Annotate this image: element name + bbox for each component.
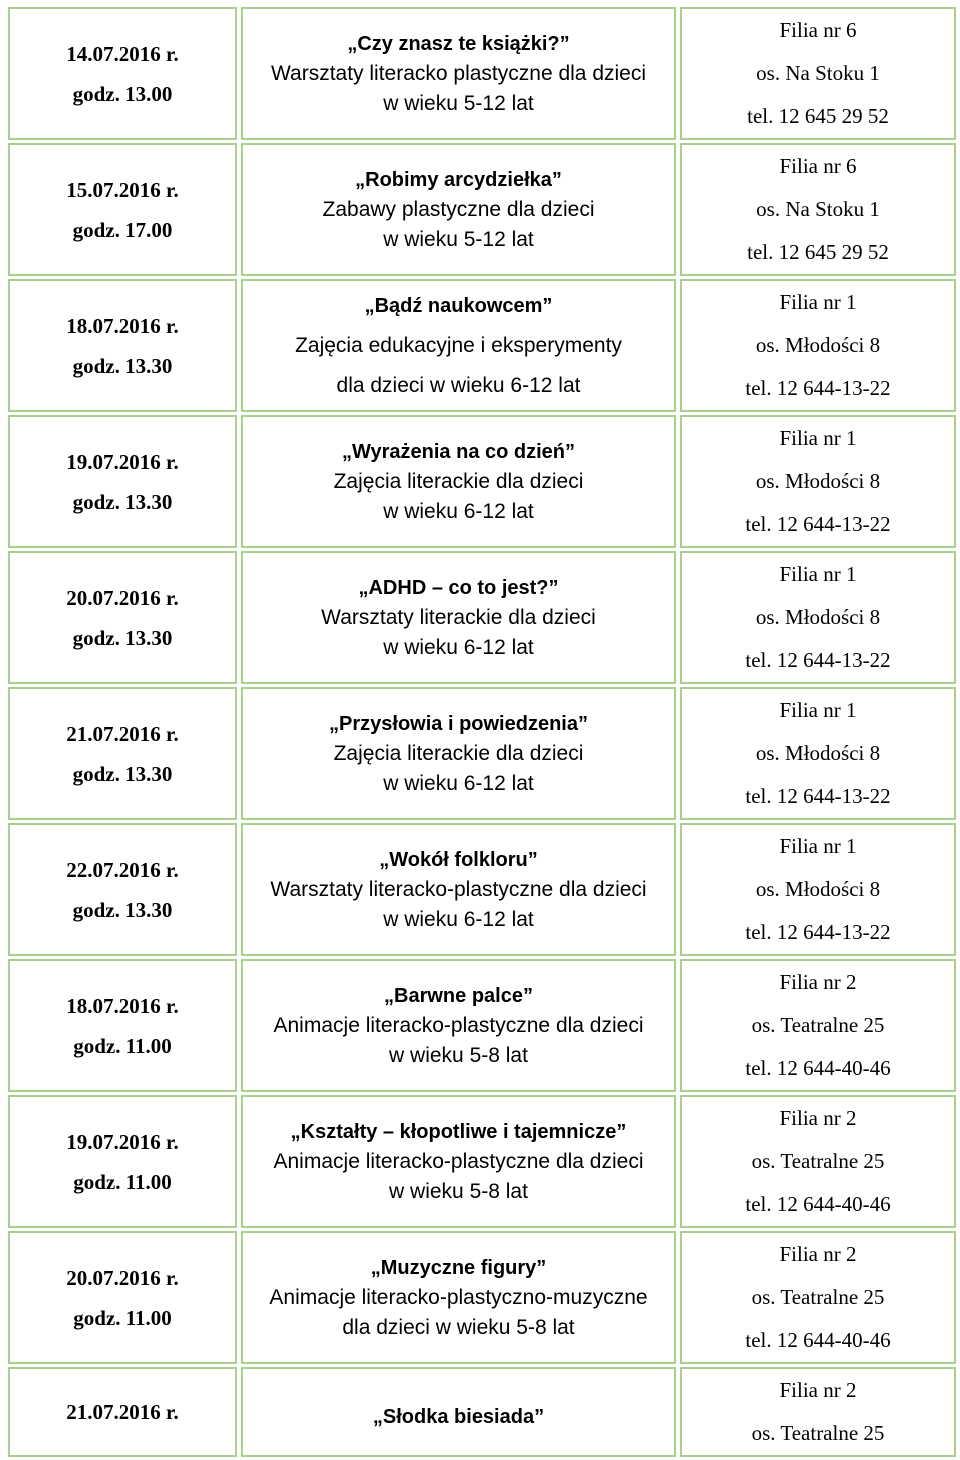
event-cell	[241, 415, 676, 548]
table-row	[8, 823, 956, 956]
event-age: dla dzieci w wieku 5-8 lat	[342, 1315, 575, 1339]
event-age: w wieku 5-12 lat	[383, 91, 534, 115]
table-row	[8, 143, 956, 276]
event-description: Warsztaty literacko-plastyczne dla dzieci	[270, 877, 647, 901]
event-description: Animacje literacko-plastyczne dla dzieci	[273, 1013, 644, 1037]
table-row	[8, 7, 956, 140]
event-date: 21.07.2016 r.	[66, 721, 179, 746]
branch-name: Filia nr 2	[779, 1378, 857, 1402]
event-date: 21.07.2016 r.	[66, 1400, 179, 1424]
event-description: Animacje literacko-plastyczne dla dzieci	[273, 1149, 644, 1173]
event-time: godz. 13.00	[72, 81, 173, 106]
event-date: 22.07.2016 r.	[66, 857, 179, 882]
event-time: godz. 11.00	[73, 1169, 172, 1194]
branch-address: os. Młodości 8	[755, 605, 881, 629]
event-time: godz. 11.00	[73, 1305, 172, 1330]
location-cell	[680, 1095, 956, 1228]
event-time: godz. 11.00	[73, 1033, 172, 1058]
date-cell	[8, 1095, 237, 1228]
event-date: 18.07.2016 r.	[66, 993, 179, 1018]
branch-address: os. Młodości 8	[755, 469, 881, 493]
branch-phone: tel. 12 644-13-22	[745, 512, 891, 536]
date-cell	[8, 1367, 237, 1457]
event-age: w wieku 6-12 lat	[383, 771, 534, 795]
event-title: „Przysłowia i powiedzenia”	[329, 712, 588, 735]
branch-address: os. Teatralne 25	[751, 1149, 885, 1173]
event-time: godz. 13.30	[72, 489, 173, 514]
event-cell	[241, 551, 676, 684]
branch-name: Filia nr 1	[779, 290, 857, 314]
event-date: 19.07.2016 r.	[66, 1129, 179, 1154]
location-cell	[680, 1367, 956, 1457]
event-title: „Bądź naukowcem”	[364, 294, 553, 317]
branch-phone: tel. 12 644-13-22	[745, 376, 891, 400]
location-cell	[680, 415, 956, 548]
branch-address: os. Na Stoku 1	[756, 197, 880, 221]
event-date: 14.07.2016 r.	[66, 41, 179, 66]
event-age: w wieku 5-8 lat	[389, 1179, 528, 1203]
event-title: „Słodka biesiada”	[372, 1406, 545, 1428]
branch-address: os. Młodości 8	[755, 877, 881, 901]
date-cell	[8, 415, 237, 548]
branch-phone: tel. 12 645 29 52	[747, 104, 889, 128]
location-cell	[680, 7, 956, 140]
event-time: godz. 17.00	[72, 217, 173, 242]
date-cell	[8, 823, 237, 956]
event-cell	[241, 1367, 676, 1457]
date-cell	[8, 143, 237, 276]
date-cell	[8, 1231, 237, 1364]
branch-phone: tel. 12 644-40-46	[745, 1192, 891, 1216]
event-description: Animacje literacko-plastyczno-muzyczne	[269, 1285, 648, 1309]
event-date: 20.07.2016 r.	[66, 585, 179, 610]
date-cell	[8, 7, 237, 140]
event-cell	[241, 7, 676, 140]
branch-name: Filia nr 2	[779, 1242, 857, 1266]
event-age: w wieku 6-12 lat	[383, 907, 534, 931]
branch-name: Filia nr 1	[779, 834, 857, 858]
event-title: „ADHD – co to jest?”	[358, 576, 559, 599]
event-time: godz. 13.30	[72, 761, 173, 786]
branch-phone: tel. 12 644-13-22	[745, 648, 891, 672]
location-cell	[680, 823, 956, 956]
date-cell	[8, 959, 237, 1092]
branch-name: Filia nr 2	[779, 970, 857, 994]
event-cell	[241, 143, 676, 276]
table-row	[8, 415, 956, 548]
event-cell	[241, 1095, 676, 1228]
date-cell	[8, 687, 237, 820]
event-age: dla dzieci w wieku 6-12 lat	[336, 373, 581, 397]
event-age: w wieku 6-12 lat	[383, 499, 534, 523]
event-title: „Wyrażenia na co dzień”	[341, 440, 576, 463]
table-row	[8, 1231, 956, 1364]
event-description: Warsztaty literackie dla dzieci	[321, 605, 596, 629]
event-title: „Robimy arcydziełka”	[355, 168, 562, 191]
event-cell	[241, 1231, 676, 1364]
branch-address: os. Teatralne 25	[751, 1013, 885, 1037]
event-cell	[241, 823, 676, 956]
event-title: „Wokół folkloru”	[379, 848, 538, 871]
branch-phone: tel. 12 644-13-22	[745, 784, 891, 808]
event-cell	[241, 279, 676, 412]
event-description: Zajęcia edukacyjne i eksperymenty	[295, 333, 622, 357]
branch-address: os. Teatralne 25	[751, 1285, 885, 1309]
branch-phone: tel. 12 644-13-22	[745, 920, 891, 944]
table-row	[8, 551, 956, 684]
event-description: Zajęcia literackie dla dzieci	[333, 741, 584, 765]
event-cell	[241, 687, 676, 820]
table-row	[8, 1367, 956, 1457]
event-date: 18.07.2016 r.	[66, 313, 179, 338]
table-row	[8, 959, 956, 1092]
event-date: 20.07.2016 r.	[66, 1265, 179, 1290]
event-date: 19.07.2016 r.	[66, 449, 179, 474]
branch-address: os. Młodości 8	[755, 741, 881, 765]
event-age: w wieku 6-12 lat	[383, 635, 534, 659]
branch-phone: tel. 12 645 29 52	[747, 240, 889, 264]
event-description: Zajęcia literackie dla dzieci	[333, 469, 584, 493]
event-age: w wieku 5-8 lat	[389, 1043, 528, 1067]
table-row	[8, 687, 956, 820]
event-title: „Kształty – kłopotliwe i tajemnicze”	[290, 1120, 627, 1143]
event-title: „Barwne palce”	[384, 984, 533, 1007]
branch-address: os. Na Stoku 1	[756, 61, 880, 85]
location-cell	[680, 687, 956, 820]
location-cell	[680, 279, 956, 412]
branch-name: Filia nr 2	[779, 1106, 857, 1130]
branch-address: os. Teatralne 25	[751, 1421, 885, 1445]
branch-address: os. Młodości 8	[755, 333, 881, 357]
event-time: godz. 13.30	[72, 353, 173, 378]
event-description: Zabawy plastyczne dla dzieci	[322, 197, 595, 221]
event-title: „Muzyczne figury”	[370, 1256, 547, 1279]
location-cell	[680, 1231, 956, 1364]
event-description: Warsztaty literacko plastyczne dla dzieci	[270, 61, 647, 85]
event-title: „Czy znasz te książki?”	[347, 32, 570, 55]
branch-name: Filia nr 1	[779, 562, 857, 586]
event-time: godz. 13.30	[72, 625, 173, 650]
branch-name: Filia nr 1	[779, 698, 857, 722]
event-cell	[241, 959, 676, 1092]
branch-name: Filia nr 6	[779, 154, 857, 178]
branch-phone: tel. 12 644-40-46	[745, 1056, 891, 1080]
table-row	[8, 1095, 956, 1228]
branch-phone: tel. 12 644-40-46	[745, 1328, 891, 1352]
location-cell	[680, 959, 956, 1092]
branch-name: Filia nr 1	[779, 426, 857, 450]
location-cell	[680, 551, 956, 684]
event-schedule-table	[4, 4, 960, 1460]
event-time: godz. 13.30	[72, 897, 173, 922]
date-cell	[8, 551, 237, 684]
event-age: w wieku 5-12 lat	[383, 227, 534, 251]
event-date: 15.07.2016 r.	[66, 177, 179, 202]
date-cell	[8, 279, 237, 412]
table-row	[8, 279, 956, 412]
location-cell	[680, 143, 956, 276]
branch-name: Filia nr 6	[779, 18, 857, 42]
